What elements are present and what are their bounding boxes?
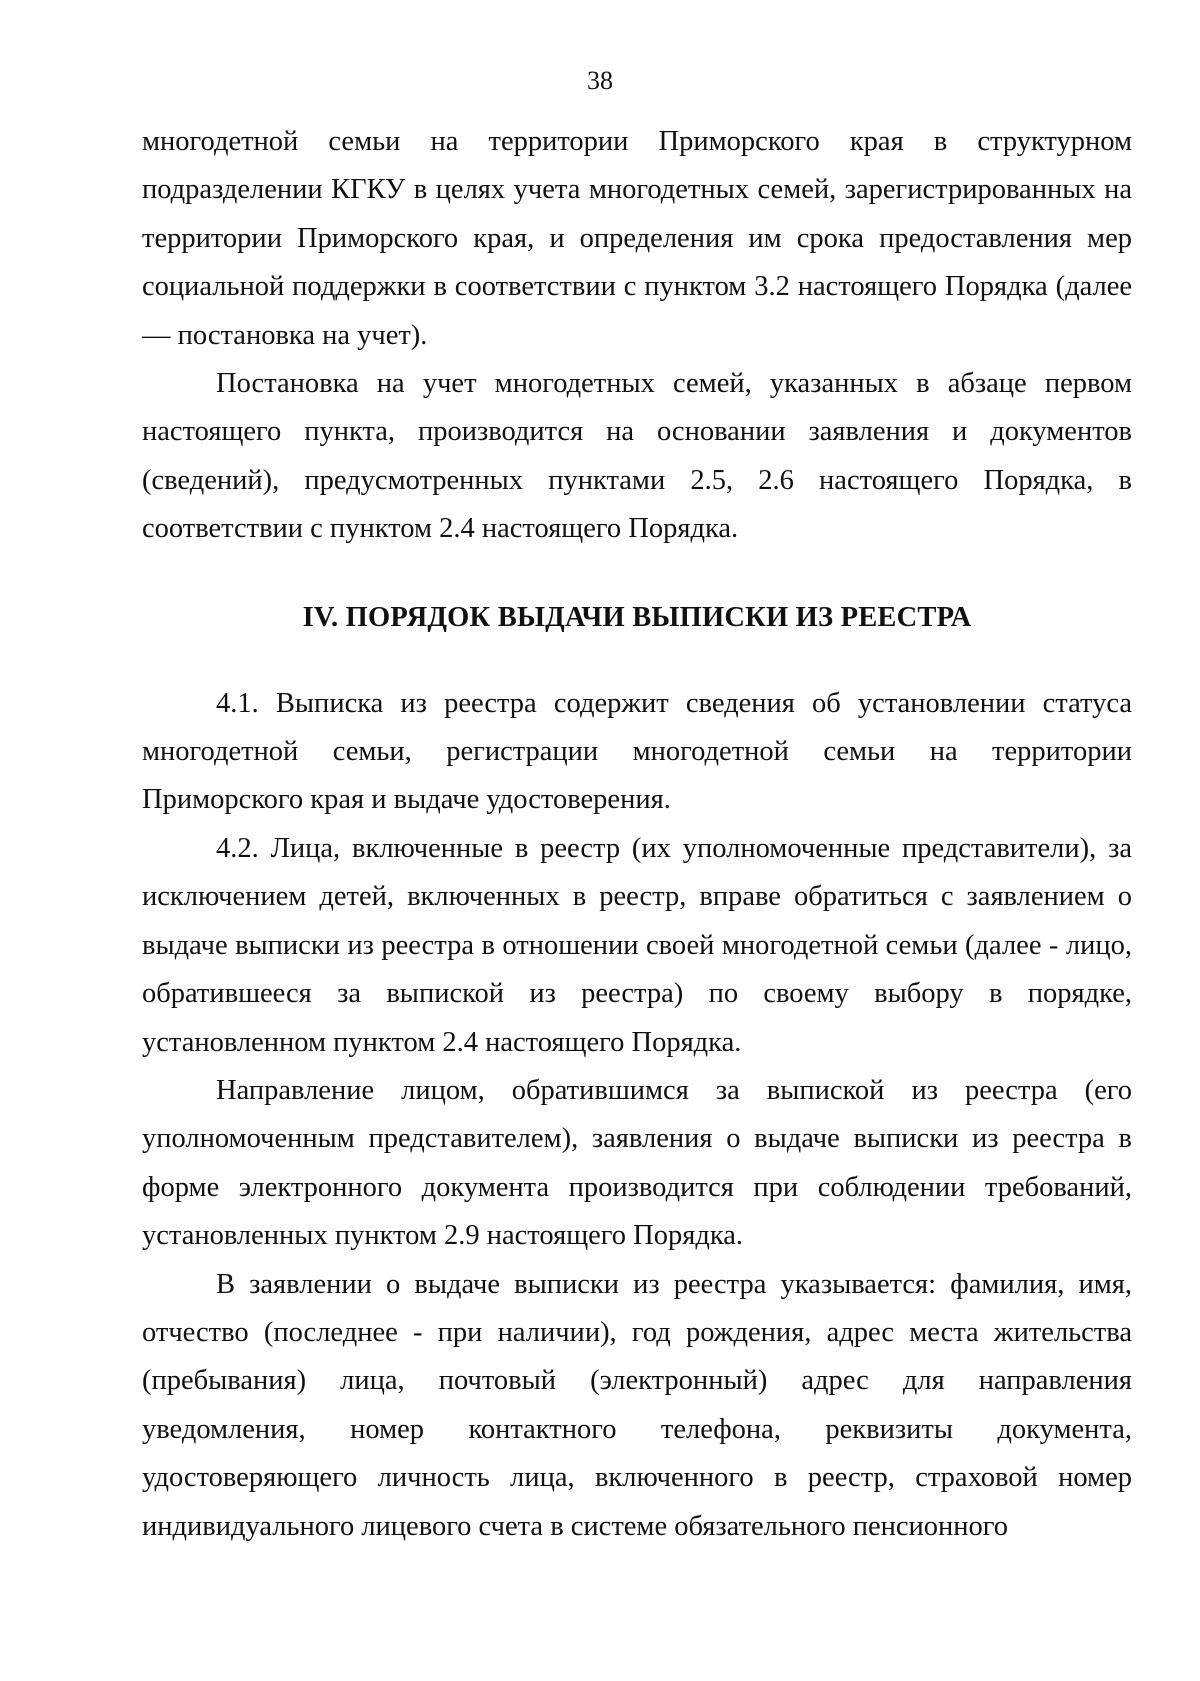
document-body (142, 118, 1132, 1551)
paragraph-4-1: 4.1. Выписка из реестра содержит сведения об установлении статуса многодетной семьи, регистрации многодетной семьи на территории Приморского края и выдаче удостоверения. (142, 687, 1132, 816)
section-heading: IV. ПОРЯДОК ВЫДАЧИ ВЫПИСКИ ИЗ РЕЕСТРА (302, 601, 972, 633)
paragraph-registration: Постановка на учет многодетных семей, указанных в абзаце первом настоящего пункта, производится на основании заявления и документов (сведений), предусмотренных пунктами 2.5, 2.6 настоящего Порядка, в соответствии с пунктом 2.4 настоящего Порядка. (142, 368, 1132, 545)
page-number: 38 (587, 66, 613, 95)
paragraph-request-contents: В заявлении о выдаче выписки из реестра указывается: фамилия, имя, отчество (последнее - при наличии), год рождения, адрес места жительства (пребывания) лица, почтовый (электронный) адрес для направления уведомления, номер контактного телефона, реквизиты документа, удостоверяющего личность лица, включенного в реестр, страховой номер индивидуального лицевого счета в системе обязательного пенсионного (142, 1268, 1132, 1542)
paragraph-continuation: многодетной семьи на территории Приморского края в структурном подразделении КГКУ в целях учета многодетных семей, зарегистрированных на территории Приморского края, и определения им срока предоставления мер социальной поддержки в соответствии с пунктом 3.2 настоящего Порядка (далее — постановка на учет). (142, 126, 1132, 351)
paragraph-electronic-request: Направление лицом, обратившимся за выпиской из реестра (его уполномоченным представителем), заявления о выдаче выписки из реестра в форме электронного документа производится при соблюдении требований, установленных пунктом 2.9 настоящего Порядка. (142, 1074, 1132, 1252)
paragraph-4-2: 4.2. Лица, включенные в реестр (их уполномоченные представители), за исключением детей, включенных в реестр, вправе обратиться с заявлением о выдаче выписки из реестра в отношении своей многодетной семьи (далее - лицо, обратившееся за выпиской из реестра) по своему выбору в порядке, установленном пунктом 2.4 настоящего Порядка. (142, 832, 1132, 1058)
